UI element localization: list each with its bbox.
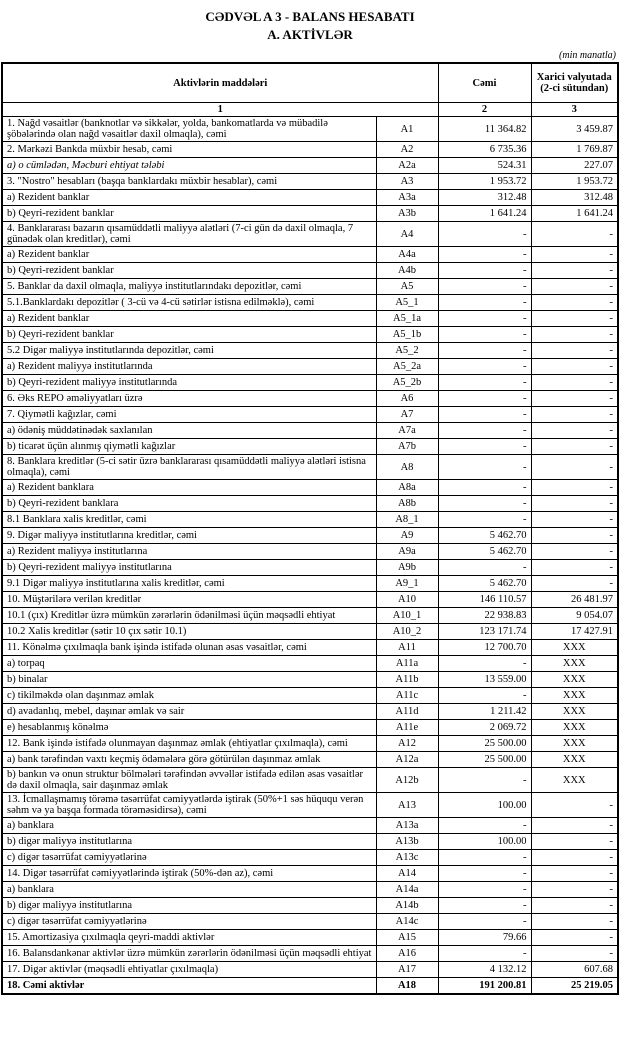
row-code: A14a bbox=[376, 882, 438, 898]
table-row bbox=[2, 407, 618, 423]
table-row bbox=[2, 850, 618, 866]
table-row bbox=[2, 834, 618, 850]
page-title bbox=[0, 0, 620, 44]
row-total: 100.00 bbox=[438, 834, 531, 850]
table-row bbox=[2, 343, 618, 359]
row-foreign: 312.48 bbox=[531, 190, 618, 206]
row-foreign: XXX bbox=[531, 688, 618, 704]
row-foreign: - bbox=[531, 439, 618, 455]
row-code: A18 bbox=[376, 978, 438, 995]
table-row bbox=[2, 544, 618, 560]
row-foreign: - bbox=[531, 528, 618, 544]
row-label: 11. Könəlmə çıxılmaqla bank işində istifadə olunan əsas vəsaitlər, cəmi bbox=[2, 640, 376, 656]
row-label: 10.2 Xalis kreditlər (sətir 10 çıx sətir 10.1) bbox=[2, 624, 376, 640]
row-code: A7 bbox=[376, 407, 438, 423]
row-foreign: 1 769.87 bbox=[531, 142, 618, 158]
row-label: b) digər maliyyə institutlarına bbox=[2, 898, 376, 914]
table-row bbox=[2, 592, 618, 608]
row-label: a) banklara bbox=[2, 882, 376, 898]
row-foreign: XXX bbox=[531, 640, 618, 656]
column-number-2: 2 bbox=[438, 103, 531, 117]
row-label: 12. Bank işində istifadə olunmayan daşınmaz əmlak (ehtiyatlar çıxılmaqla), cəmi bbox=[2, 736, 376, 752]
row-code: A4a bbox=[376, 247, 438, 263]
table-row bbox=[2, 946, 618, 962]
row-total: - bbox=[438, 914, 531, 930]
row-code: A11 bbox=[376, 640, 438, 656]
row-total: - bbox=[438, 560, 531, 576]
header-total: Cəmi bbox=[438, 63, 531, 103]
row-total: - bbox=[438, 279, 531, 295]
row-code: A2 bbox=[376, 142, 438, 158]
row-code: A4 bbox=[376, 222, 438, 247]
row-code: A4b bbox=[376, 263, 438, 279]
row-code: A7b bbox=[376, 439, 438, 455]
row-code: A13 bbox=[376, 793, 438, 818]
row-total: - bbox=[438, 768, 531, 793]
row-label: a) banklara bbox=[2, 818, 376, 834]
row-foreign: 17 427.91 bbox=[531, 624, 618, 640]
row-label: a) Rezident maliyyə institutlarına bbox=[2, 544, 376, 560]
unit-note: (min manatla) bbox=[559, 50, 616, 62]
row-foreign: XXX bbox=[531, 768, 618, 793]
row-label: b) Qeyri-rezident banklar bbox=[2, 327, 376, 343]
row-foreign: - bbox=[531, 512, 618, 528]
row-label: 9. Digər maliyyə institutlarına kreditlər, cəmi bbox=[2, 528, 376, 544]
table-row bbox=[2, 528, 618, 544]
row-code: A11c bbox=[376, 688, 438, 704]
row-label: 18. Cəmi aktivlər bbox=[2, 978, 376, 995]
row-total: - bbox=[438, 327, 531, 343]
row-foreign: - bbox=[531, 850, 618, 866]
row-total: - bbox=[438, 407, 531, 423]
row-total: - bbox=[438, 391, 531, 407]
row-label: 5.2 Digər maliyyə institutlarında depozitlər, cəmi bbox=[2, 343, 376, 359]
table-row bbox=[2, 793, 618, 818]
row-code: A5 bbox=[376, 279, 438, 295]
row-code: A6 bbox=[376, 391, 438, 407]
row-code: A5_2b bbox=[376, 375, 438, 391]
table-row bbox=[2, 279, 618, 295]
row-label: 2. Mərkəzi Bankda müxbir hesab, cəmi bbox=[2, 142, 376, 158]
row-code: A10 bbox=[376, 592, 438, 608]
row-total: - bbox=[438, 866, 531, 882]
table-row bbox=[2, 455, 618, 480]
row-foreign: - bbox=[531, 898, 618, 914]
row-code: A7a bbox=[376, 423, 438, 439]
row-label: 10. Müştərilərə verilən kreditlər bbox=[2, 592, 376, 608]
row-foreign: XXX bbox=[531, 672, 618, 688]
row-code: A14c bbox=[376, 914, 438, 930]
row-label: 17. Digər aktivlər (məqsədli ehtiyatlar çıxılmaqla) bbox=[2, 962, 376, 978]
row-code: A15 bbox=[376, 930, 438, 946]
row-total: 6 735.36 bbox=[438, 142, 531, 158]
column-number-3: 3 bbox=[531, 103, 618, 117]
row-total: - bbox=[438, 343, 531, 359]
row-foreign: - bbox=[531, 496, 618, 512]
row-label: c) digər təsərrüfat cəmiyyətlərinə bbox=[2, 914, 376, 930]
row-code: A5_2a bbox=[376, 359, 438, 375]
row-foreign: - bbox=[531, 327, 618, 343]
row-total: 146 110.57 bbox=[438, 592, 531, 608]
row-label: 15. Amortizasiya çıxılmaqla qeyri-maddi aktivlər bbox=[2, 930, 376, 946]
row-label: a) o cümlədən, Məcburi ehtiyat tələbi bbox=[2, 158, 376, 174]
row-label: c) digər təsərrüfat cəmiyyətlərinə bbox=[2, 850, 376, 866]
row-foreign: 3 459.87 bbox=[531, 117, 618, 142]
row-code: A12 bbox=[376, 736, 438, 752]
row-code: A14 bbox=[376, 866, 438, 882]
row-total: 79.66 bbox=[438, 930, 531, 946]
row-foreign: - bbox=[531, 793, 618, 818]
row-label: a) torpaq bbox=[2, 656, 376, 672]
table-row bbox=[2, 247, 618, 263]
row-total: - bbox=[438, 222, 531, 247]
row-total: 100.00 bbox=[438, 793, 531, 818]
row-code: A13b bbox=[376, 834, 438, 850]
row-foreign: 9 054.07 bbox=[531, 608, 618, 624]
row-label: 1. Nağd vəsaitlər (banknotlar və sikkələr, yolda, bankomatlarda və mübadilə şöbələrində olan nağd vəsaitlər daxil olmaqla), cəmi bbox=[2, 117, 376, 142]
row-total: - bbox=[438, 656, 531, 672]
row-foreign: - bbox=[531, 222, 618, 247]
row-code: A5_1a bbox=[376, 311, 438, 327]
row-code: A16 bbox=[376, 946, 438, 962]
row-foreign: - bbox=[531, 560, 618, 576]
table-row bbox=[2, 978, 618, 995]
row-code: A5_1b bbox=[376, 327, 438, 343]
table-row bbox=[2, 576, 618, 592]
row-code: A11a bbox=[376, 656, 438, 672]
row-total: 25 500.00 bbox=[438, 752, 531, 768]
row-total: - bbox=[438, 295, 531, 311]
row-label: b) Qeyri-rezident maliyyə institutlarına bbox=[2, 560, 376, 576]
header-foreign: Xarici valyutada (2-ci sütundan) bbox=[531, 63, 618, 103]
row-code: A8 bbox=[376, 455, 438, 480]
row-foreign: - bbox=[531, 818, 618, 834]
row-total: - bbox=[438, 263, 531, 279]
row-label: a) Rezident banklara bbox=[2, 480, 376, 496]
row-total: 25 500.00 bbox=[438, 736, 531, 752]
row-foreign: XXX bbox=[531, 720, 618, 736]
row-total: - bbox=[438, 688, 531, 704]
table-row bbox=[2, 222, 618, 247]
row-foreign: 227.07 bbox=[531, 158, 618, 174]
table-row bbox=[2, 672, 618, 688]
table-row bbox=[2, 206, 618, 222]
table-row bbox=[2, 117, 618, 142]
table-row bbox=[2, 327, 618, 343]
table-row bbox=[2, 375, 618, 391]
row-total: - bbox=[438, 496, 531, 512]
balance-sheet-table bbox=[1, 62, 619, 995]
row-foreign: 1 953.72 bbox=[531, 174, 618, 190]
row-foreign: 26 481.97 bbox=[531, 592, 618, 608]
row-code: A9b bbox=[376, 560, 438, 576]
row-code: A9 bbox=[376, 528, 438, 544]
column-number-1: 1 bbox=[2, 103, 438, 117]
row-label: b) Qeyri-rezident banklar bbox=[2, 206, 376, 222]
row-label: b) binalar bbox=[2, 672, 376, 688]
row-label: e) hesablanmış könəlmə bbox=[2, 720, 376, 736]
row-label: a) Rezident banklar bbox=[2, 311, 376, 327]
row-foreign: - bbox=[531, 882, 618, 898]
row-foreign: 25 219.05 bbox=[531, 978, 618, 995]
row-foreign: 1 641.24 bbox=[531, 206, 618, 222]
table-row bbox=[2, 158, 618, 174]
row-label: a) ödəniş müddətinədək saxlanılan bbox=[2, 423, 376, 439]
table-row bbox=[2, 391, 618, 407]
row-total: - bbox=[438, 512, 531, 528]
row-foreign: XXX bbox=[531, 656, 618, 672]
row-code: A12b bbox=[376, 768, 438, 793]
row-label: 3. "Nostro" hesabları (başqa banklardakı müxbir hesablar), cəmi bbox=[2, 174, 376, 190]
row-foreign: - bbox=[531, 343, 618, 359]
row-foreign: - bbox=[531, 247, 618, 263]
table-row bbox=[2, 174, 618, 190]
row-total: - bbox=[438, 247, 531, 263]
row-code: A9a bbox=[376, 544, 438, 560]
row-code: A10_2 bbox=[376, 624, 438, 640]
row-code: A8a bbox=[376, 480, 438, 496]
table-row bbox=[2, 480, 618, 496]
row-total: 2 069.72 bbox=[438, 720, 531, 736]
row-foreign: - bbox=[531, 311, 618, 327]
rows-body bbox=[2, 117, 618, 995]
row-label: b) bankın və onun struktur bölmələri tərəfindən əvvəllər istifadə edilən əsas vəsaitlər də daxil olmaqla, sair daşınmaz əmlak bbox=[2, 768, 376, 793]
row-foreign: - bbox=[531, 391, 618, 407]
table-row bbox=[2, 704, 618, 720]
row-foreign: - bbox=[531, 375, 618, 391]
row-foreign: - bbox=[531, 946, 618, 962]
row-label: 16. Balansdankənar aktivlər üzrə mümkün zərərlərin ödənilməsi üçün məqsədli ehtiyat bbox=[2, 946, 376, 962]
row-total: 191 200.81 bbox=[438, 978, 531, 995]
row-total: 123 171.74 bbox=[438, 624, 531, 640]
row-foreign: - bbox=[531, 423, 618, 439]
row-foreign: - bbox=[531, 279, 618, 295]
row-label: 8.1 Banklara xalis kreditlər, cəmi bbox=[2, 512, 376, 528]
page-title-line2: A. AKTİVLƏR bbox=[267, 27, 353, 43]
row-label: a) bank tərəfindən vaxtı keçmiş ödəmələrə görə götürülən daşınmaz əmlak bbox=[2, 752, 376, 768]
table-row bbox=[2, 768, 618, 793]
row-total: - bbox=[438, 311, 531, 327]
table-row bbox=[2, 752, 618, 768]
row-label: b) digər maliyyə institutlarına bbox=[2, 834, 376, 850]
row-total: 11 364.82 bbox=[438, 117, 531, 142]
row-label: 4. Banklararası bazarın qısamüddətli maliyyə alətləri (7-ci gün də daxil olmaqla, 7 günədək olan kreditlər), cəmi bbox=[2, 222, 376, 247]
table-row bbox=[2, 512, 618, 528]
table-row bbox=[2, 190, 618, 206]
row-total: - bbox=[438, 439, 531, 455]
row-foreign: - bbox=[531, 359, 618, 375]
row-total: 5 462.70 bbox=[438, 544, 531, 560]
row-code: A10_1 bbox=[376, 608, 438, 624]
table-row bbox=[2, 560, 618, 576]
row-label: 14. Digər təsərrüfat cəmiyyətlərində iştirak (50%-dən az), cəmi bbox=[2, 866, 376, 882]
row-code: A3a bbox=[376, 190, 438, 206]
row-label: 8. Banklara kreditlər (5-ci sətir üzrə banklararası qısamüddətli maliyyə alətləri istisna olmaqla), cəmi bbox=[2, 455, 376, 480]
table-row bbox=[2, 439, 618, 455]
table-row bbox=[2, 295, 618, 311]
row-code: A5_1 bbox=[376, 295, 438, 311]
row-label: c) tikilməkdə olan daşınmaz əmlak bbox=[2, 688, 376, 704]
row-label: 5.1.Banklardakı depozitlər ( 3-cü və 4-cü sətirlər istisna edilməklə), cəmi bbox=[2, 295, 376, 311]
table-row bbox=[2, 882, 618, 898]
row-label: a) Rezident maliyyə institutlarında bbox=[2, 359, 376, 375]
row-label: a) Rezident banklar bbox=[2, 190, 376, 206]
row-foreign: - bbox=[531, 295, 618, 311]
row-total: - bbox=[438, 882, 531, 898]
row-total: - bbox=[438, 818, 531, 834]
row-code: A9_1 bbox=[376, 576, 438, 592]
row-total: 5 462.70 bbox=[438, 576, 531, 592]
row-total: - bbox=[438, 850, 531, 866]
row-foreign: - bbox=[531, 930, 618, 946]
row-foreign: - bbox=[531, 407, 618, 423]
table-row bbox=[2, 656, 618, 672]
row-label: b) Qeyri-rezident banklar bbox=[2, 263, 376, 279]
row-total: 4 132.12 bbox=[438, 962, 531, 978]
row-foreign: - bbox=[531, 480, 618, 496]
table-row bbox=[2, 624, 618, 640]
row-label: 5. Banklar da daxil olmaqla, maliyyə institutlarındakı depozitlər, cəmi bbox=[2, 279, 376, 295]
table-row bbox=[2, 898, 618, 914]
row-total: - bbox=[438, 455, 531, 480]
table-row bbox=[2, 930, 618, 946]
table-row bbox=[2, 263, 618, 279]
table-row bbox=[2, 640, 618, 656]
table-row bbox=[2, 142, 618, 158]
row-foreign: XXX bbox=[531, 736, 618, 752]
table-row bbox=[2, 818, 618, 834]
row-code: A11e bbox=[376, 720, 438, 736]
row-code: A8_1 bbox=[376, 512, 438, 528]
table-row bbox=[2, 311, 618, 327]
header-items: Aktivlərin maddələri bbox=[2, 63, 438, 103]
row-code: A17 bbox=[376, 962, 438, 978]
row-total: 12 700.70 bbox=[438, 640, 531, 656]
header-row bbox=[2, 63, 618, 103]
row-total: - bbox=[438, 375, 531, 391]
row-total: 312.48 bbox=[438, 190, 531, 206]
table-row bbox=[2, 496, 618, 512]
row-total: - bbox=[438, 898, 531, 914]
table-row bbox=[2, 736, 618, 752]
page-title-line1: CƏDVƏL A 3 - BALANS HESABATI bbox=[205, 9, 415, 24]
row-foreign: XXX bbox=[531, 704, 618, 720]
row-foreign: - bbox=[531, 455, 618, 480]
row-total: - bbox=[438, 946, 531, 962]
row-total: - bbox=[438, 480, 531, 496]
row-code: A1 bbox=[376, 117, 438, 142]
row-label: a) Rezident banklar bbox=[2, 247, 376, 263]
row-code: A3 bbox=[376, 174, 438, 190]
row-foreign: XXX bbox=[531, 752, 618, 768]
row-code: A13c bbox=[376, 850, 438, 866]
row-foreign: - bbox=[531, 866, 618, 882]
row-code: A2a bbox=[376, 158, 438, 174]
row-label: 6. Əks REPO əməliyyatları üzrə bbox=[2, 391, 376, 407]
row-code: A8b bbox=[376, 496, 438, 512]
table-row bbox=[2, 914, 618, 930]
row-code: A5_2 bbox=[376, 343, 438, 359]
table-row bbox=[2, 688, 618, 704]
table-row bbox=[2, 359, 618, 375]
row-total: 1 953.72 bbox=[438, 174, 531, 190]
row-foreign: - bbox=[531, 263, 618, 279]
row-label: 13. İcmallaşmamış törəmə təsərrüfat cəmiyyətlərdə iştirak (50%+1 səs hüququ verən səhm və ya başqa formada törəməsidirsə), cəmi bbox=[2, 793, 376, 818]
row-foreign: - bbox=[531, 576, 618, 592]
table-row bbox=[2, 866, 618, 882]
row-code: A12a bbox=[376, 752, 438, 768]
table-row bbox=[2, 962, 618, 978]
row-label: 7. Qiymətli kağızlar, cəmi bbox=[2, 407, 376, 423]
row-code: A3b bbox=[376, 206, 438, 222]
row-total: 13 559.00 bbox=[438, 672, 531, 688]
row-total: 5 462.70 bbox=[438, 528, 531, 544]
row-total: - bbox=[438, 423, 531, 439]
row-label: b) Qeyri-rezident maliyyə institutlarında bbox=[2, 375, 376, 391]
row-label: b) Qeyri-rezident banklara bbox=[2, 496, 376, 512]
row-label: b) ticarət üçün alınmış qiymətli kağızlar bbox=[2, 439, 376, 455]
row-foreign: - bbox=[531, 914, 618, 930]
row-foreign: 607.68 bbox=[531, 962, 618, 978]
row-foreign: - bbox=[531, 834, 618, 850]
row-code: A14b bbox=[376, 898, 438, 914]
row-label: 10.1 (çıx) Kreditlər üzrə mümkün zərərlərin ödənilməsi üçün məqsədli ehtiyat bbox=[2, 608, 376, 624]
row-code: A11d bbox=[376, 704, 438, 720]
row-total: - bbox=[438, 359, 531, 375]
row-foreign: - bbox=[531, 544, 618, 560]
row-label: 9.1 Digər maliyyə institutlarına xalis kreditlər, cəmi bbox=[2, 576, 376, 592]
row-code: A11b bbox=[376, 672, 438, 688]
column-number-row bbox=[2, 103, 618, 117]
row-code: A13a bbox=[376, 818, 438, 834]
table-row bbox=[2, 608, 618, 624]
table-row bbox=[2, 720, 618, 736]
row-label: d) avadanlıq, mebel, daşınar əmlak və sair bbox=[2, 704, 376, 720]
row-total: 1 641.24 bbox=[438, 206, 531, 222]
row-total: 22 938.83 bbox=[438, 608, 531, 624]
row-total: 1 211.42 bbox=[438, 704, 531, 720]
row-total: 524.31 bbox=[438, 158, 531, 174]
table-row bbox=[2, 423, 618, 439]
